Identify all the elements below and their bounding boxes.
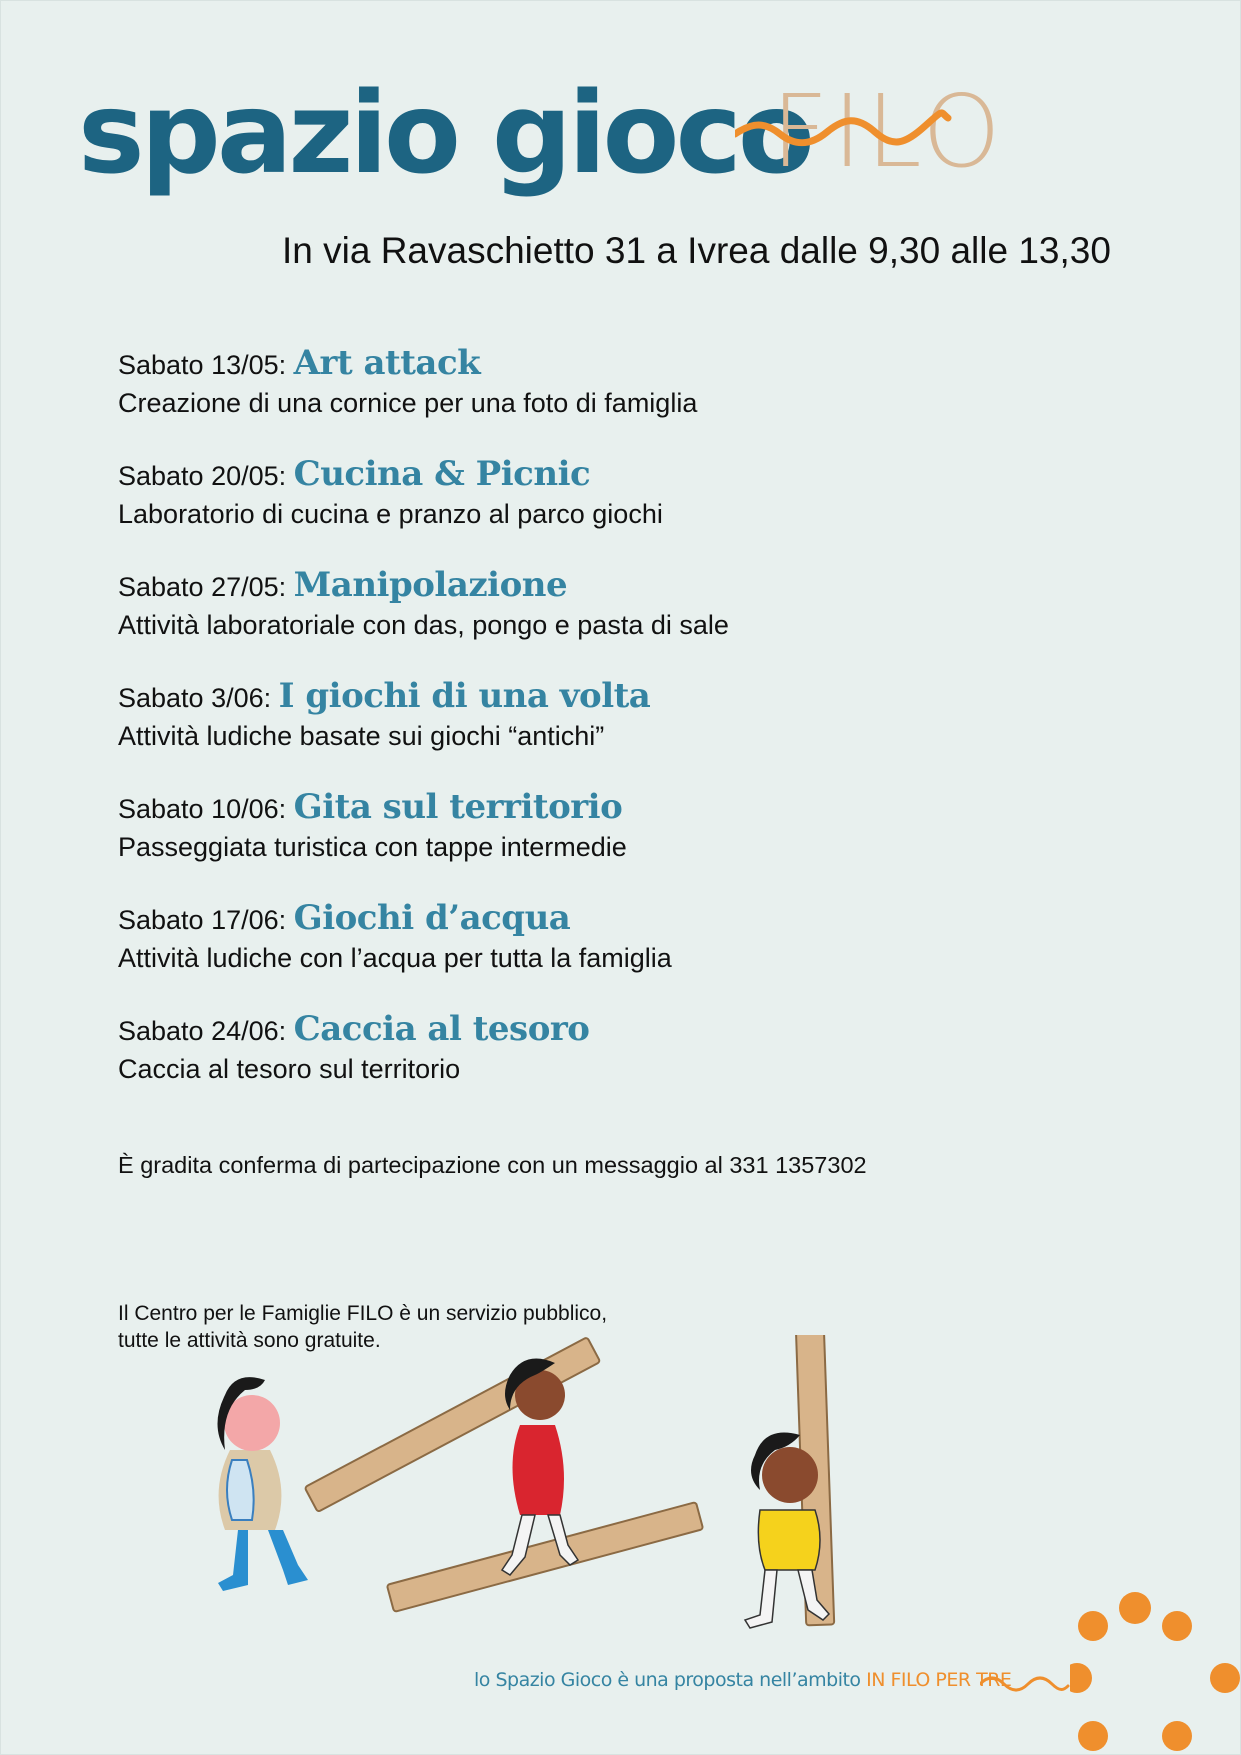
event-date: Sabato 10/06:	[118, 794, 294, 824]
footer-caption	[474, 1669, 1011, 1691]
event-description: Attività laboratoriale con das, pongo e pasta di sale	[118, 610, 729, 640]
footer-highlight: IN FILO PER TRE	[866, 1669, 1012, 1691]
address-line: In via Ravaschietto 31 a Ivrea dalle 9,30 alle 13,30	[282, 230, 1111, 271]
event-description: Creazione di una cornice per una foto di famiglia	[118, 388, 698, 418]
child-2-figure	[387, 1359, 703, 1612]
event-title: I giochi di una volta	[278, 676, 651, 716]
logo-filo	[735, 73, 1005, 192]
event-title: Gita sul territorio	[293, 787, 623, 827]
event-item	[118, 898, 672, 974]
event-description: Attività ludiche con l’acqua per tutta la famiglia	[118, 943, 672, 973]
event-item	[118, 343, 698, 419]
logo-filo-text: FILO	[771, 73, 1005, 190]
event-date: Sabato 13/05:	[118, 350, 294, 380]
logo-spazio-gioco: spazio gioco	[78, 69, 811, 199]
event-item	[118, 454, 663, 530]
event-title: Giochi d’acqua	[293, 898, 571, 938]
event-description: Caccia al tesoro sul territorio	[118, 1054, 461, 1084]
orange-dots-decoration	[1070, 1590, 1241, 1755]
event-item	[118, 1009, 590, 1085]
event-title: Caccia al tesoro	[293, 1009, 590, 1049]
event-description: Passeggiata turistica con tappe intermedie	[118, 832, 627, 862]
event-title: Art attack	[293, 343, 481, 383]
event-title: Cucina & Picnic	[293, 454, 591, 494]
event-item	[118, 676, 651, 752]
orange-wave-icon	[735, 82, 955, 192]
confirmation-text: È gradita conferma di partecipazione con un messaggio al 331 1357302	[118, 1152, 867, 1178]
note-line: Il Centro per le Famiglie FILO è un servizio pubblico,	[118, 1302, 608, 1325]
children-illustration	[170, 1335, 960, 1665]
footer-text: lo Spazio Gioco è una proposta nell’ambito	[474, 1669, 867, 1691]
event-date: Sabato 27/05:	[118, 572, 294, 602]
event-date: Sabato 24/06:	[118, 1016, 294, 1046]
note-line: tutte le attività sono gratuite.	[118, 1329, 381, 1352]
event-title: Manipolazione	[293, 565, 568, 605]
child-3-figure	[745, 1335, 834, 1628]
event-item	[118, 787, 627, 863]
event-date: Sabato 3/06:	[118, 683, 279, 713]
event-item	[118, 565, 729, 641]
event-description: Attività ludiche basate sui giochi “antichi”	[118, 721, 605, 751]
event-description: Laboratorio di cucina e pranzo al parco giochi	[118, 499, 663, 529]
footer-wave-icon	[980, 1666, 1070, 1696]
event-date: Sabato 20/05:	[118, 461, 294, 491]
event-date: Sabato 17/06:	[118, 905, 294, 935]
